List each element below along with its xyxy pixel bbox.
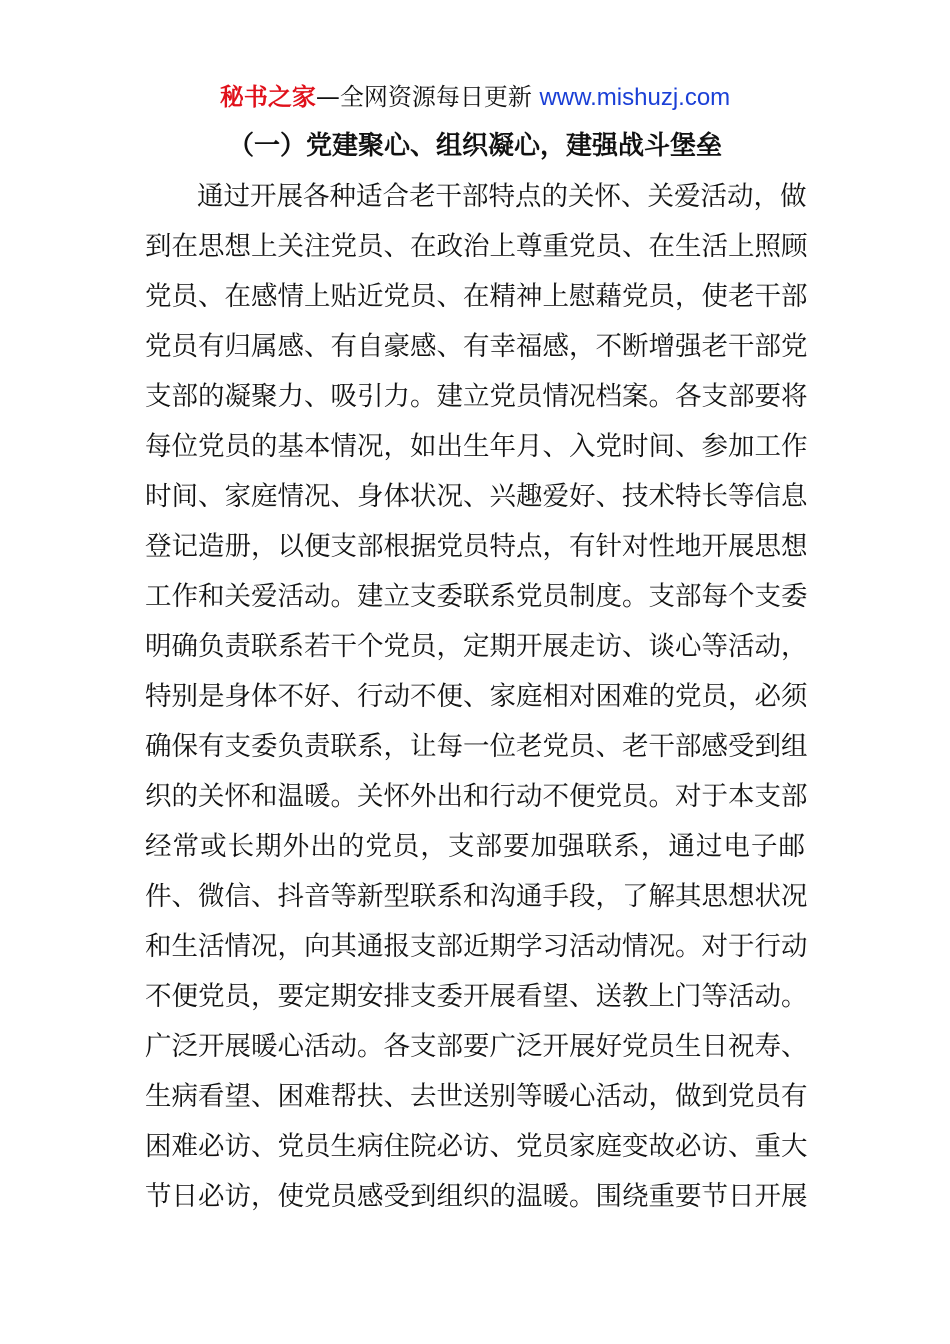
body-line: 登记造册，以便支部根据党员特点，有针对性地开展思想: [145, 531, 808, 562]
body-line: 通过开展各种适合老干部特点的关怀、关爱活动，做: [197, 181, 807, 212]
body-line: 到在思想上关注党员、在政治上尊重党员、在生活上照顾: [145, 231, 808, 262]
body-line: 明确负责联系若干个党员，定期开展走访、谈心等活动，: [145, 631, 808, 662]
body-line: 每位党员的基本情况，如出生年月、入党时间、参加工作: [145, 431, 808, 462]
body-line: 支部的凝聚力、吸引力。建立党员情况档案。各支部要将: [145, 381, 808, 412]
body-line: 不便党员，要定期安排支委开展看望、送教上门等活动。: [145, 981, 808, 1012]
page-header: [0, 80, 950, 115]
body-line: 工作和关爱活动。建立支委联系党员制度。支部每个支委: [145, 581, 808, 612]
section-heading: （一）党建聚心、组织凝心，建强战斗堡垒: [227, 131, 722, 161]
brand-name: 秘书之家: [219, 83, 316, 111]
header-tagline: —全网资源每日更新: [315, 83, 540, 111]
body-line: 困难必访、党员生病住院必访、党员家庭变故必访、重大: [145, 1131, 808, 1162]
body-line: 生病看望、困难帮扶、去世送别等暖心活动，做到党员有: [145, 1081, 808, 1112]
body-line: 特别是身体不好、行动不便、家庭相对困难的党员，必须: [145, 681, 808, 712]
body-paragraph: [145, 172, 808, 1222]
site-url-link[interactable]: www.mishuzj.com: [539, 84, 731, 111]
body-line: 经常或长期外出的党员，支部要加强联系，通过电子邮: [145, 831, 805, 862]
body-line: 和生活情况，向其通报支部近期学习活动情况。对于行动: [145, 931, 808, 962]
body-line: 时间、家庭情况、身体状况、兴趣爱好、技术特长等信息: [145, 481, 808, 512]
body-line: 确保有支委负责联系，让每一位老党员、老干部感受到组: [145, 731, 808, 762]
body-line: 党员有归属感、有自豪感、有幸福感，不断增强老干部党: [145, 331, 808, 362]
body-line: 党员、在感情上贴近党员、在精神上慰藉党员，使老干部: [145, 281, 808, 312]
body-line: 件、微信、抖音等新型联系和沟通手段，了解其思想状况: [145, 881, 808, 912]
body-line: 广泛开展暖心活动。各支部要广泛开展好党员生日祝寿、: [145, 1031, 808, 1062]
body-line: 节日必访，使党员感受到组织的温暖。围绕重要节日开展: [145, 1181, 808, 1212]
body-line: 织的关怀和温暖。关怀外出和行动不便党员。对于本支部: [145, 781, 808, 812]
